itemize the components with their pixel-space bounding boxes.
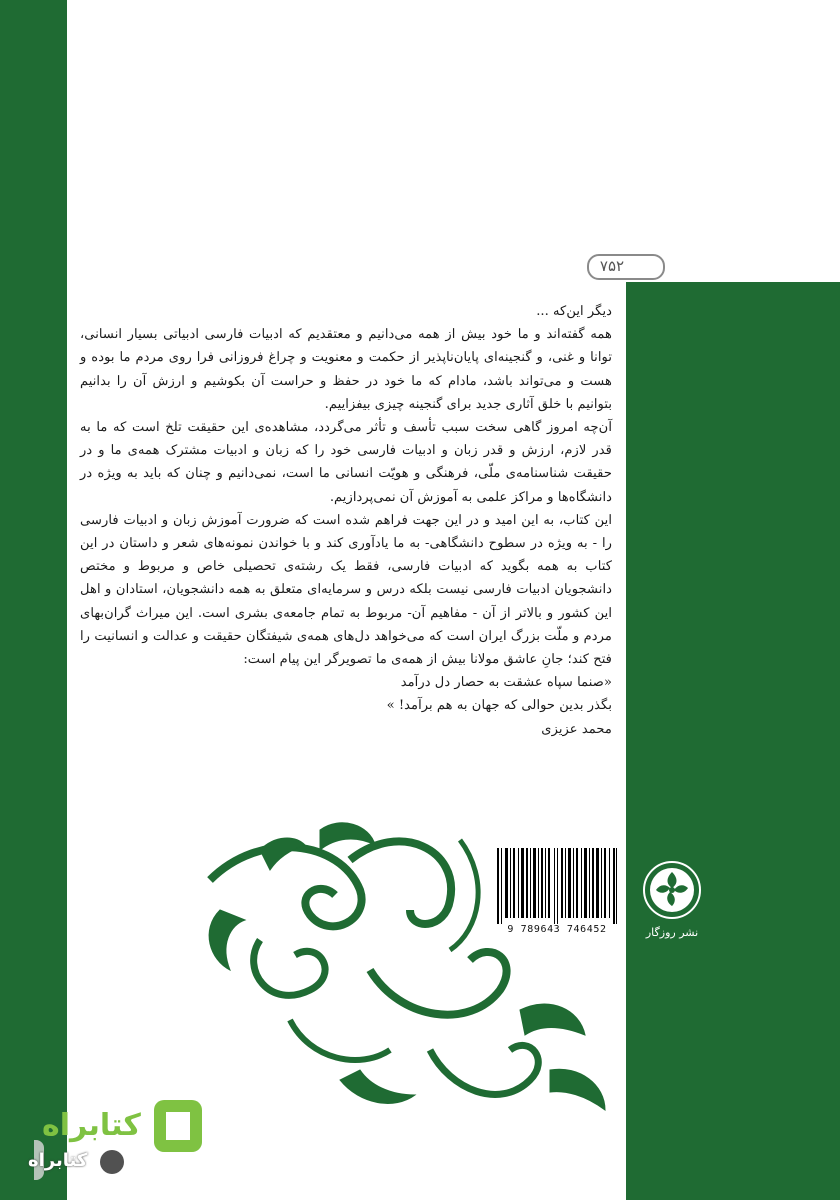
publisher-name: نشر روزگار (645, 926, 699, 939)
isbn-number: 9 789643 746452 (507, 924, 607, 935)
verse-line-2: بگذر بدین حوالی که جهان به هم برآمد! » (386, 698, 612, 714)
page-number: ۷۵۲ (599, 257, 625, 275)
publisher-logo-icon (642, 860, 702, 920)
verse-line-1: «صنما سپاه عشقت به حصار دل درآمد (400, 675, 612, 691)
right-green-panel (626, 282, 840, 1200)
barcode-bars (495, 848, 619, 924)
back-cover-text (80, 300, 612, 741)
watermark-brand: کتابراه (42, 1108, 141, 1143)
author-signature: محمد عزیزی (541, 721, 612, 737)
paragraph-2: آن‌چه امروز گاهی سخت سبب تأسف و تأثر می‌گردد، مشاهده‌ی این حقیقت تلخ است که ما به قدر لازم، ارزش و قدر زبان و ادبیات فارسی خود را که زبان و ادبیات مشترک همه‌ی ما و در حقیقت شناسنامه‌ی ملّی، فرهنگی و هویّت انسانی ما است، نمی‌دانیم و چنان که باید به ویژه در دانشگاه‌ها و مراکز علمی به آموزش آن نمی‌پردازیم. (80, 420, 612, 505)
barcode (489, 842, 625, 940)
left-green-band (0, 0, 67, 1200)
paragraph-3: این کتاب، به این امید و در این جهت فراهم شده است که ضرورت آموزش زبان و ادبیات فارسی را - به ویژه در سطوح دانشگاهی- به ما یادآوری کند و با خواندن نمونه‌های شعر و داستان در این کتاب به همه بگوید که ادبیات فارسی، فقط یک رشته‌ی تحصیلی خاص و مربوط و مختص دانشجویان ادبیات فارسی نیست بلکه درس و سرمایه‌ای متعلق به همه دانشجویان، استادان و اهل این کشور و بالاتر از آن - مفاهیم آن- مربوط به تمام جامعه‌ی بشری است. این میراث گران‌بهای مردم و ملّت بزرگ ایران است که می‌خواهد دل‌های همه‌ی شیفتگان حقیقت و عدالت و انسانیت را فتح کند؛ جانِ عاشق مولانا بیش از همه‌ی ما تصویرگر این پیام است: (80, 512, 612, 668)
paragraph-1: همه گفته‌اند و ما خود بیش از همه می‌دانیم و معتقدیم که ادبیات فارسی ادبیاتی بسیار انسانی، توانا و غنی، و گنجینه‌ای پایان‌ناپذیر از حکمت و معنویت و چراغ فروزانی فرا روی مردم ما بوده و هست و می‌تواند باشد، مادام که ما خود در حفظ و حراست آن بکوشیم و ارزش آن را بدانیم بتوانیم با خلق آثاری جدید برای گنجینه چیزی بیفزاییم. (80, 327, 612, 412)
watermark-brand-small: کتابراه (28, 1150, 88, 1171)
intro-line: دیگر این‌که ... (536, 304, 612, 319)
